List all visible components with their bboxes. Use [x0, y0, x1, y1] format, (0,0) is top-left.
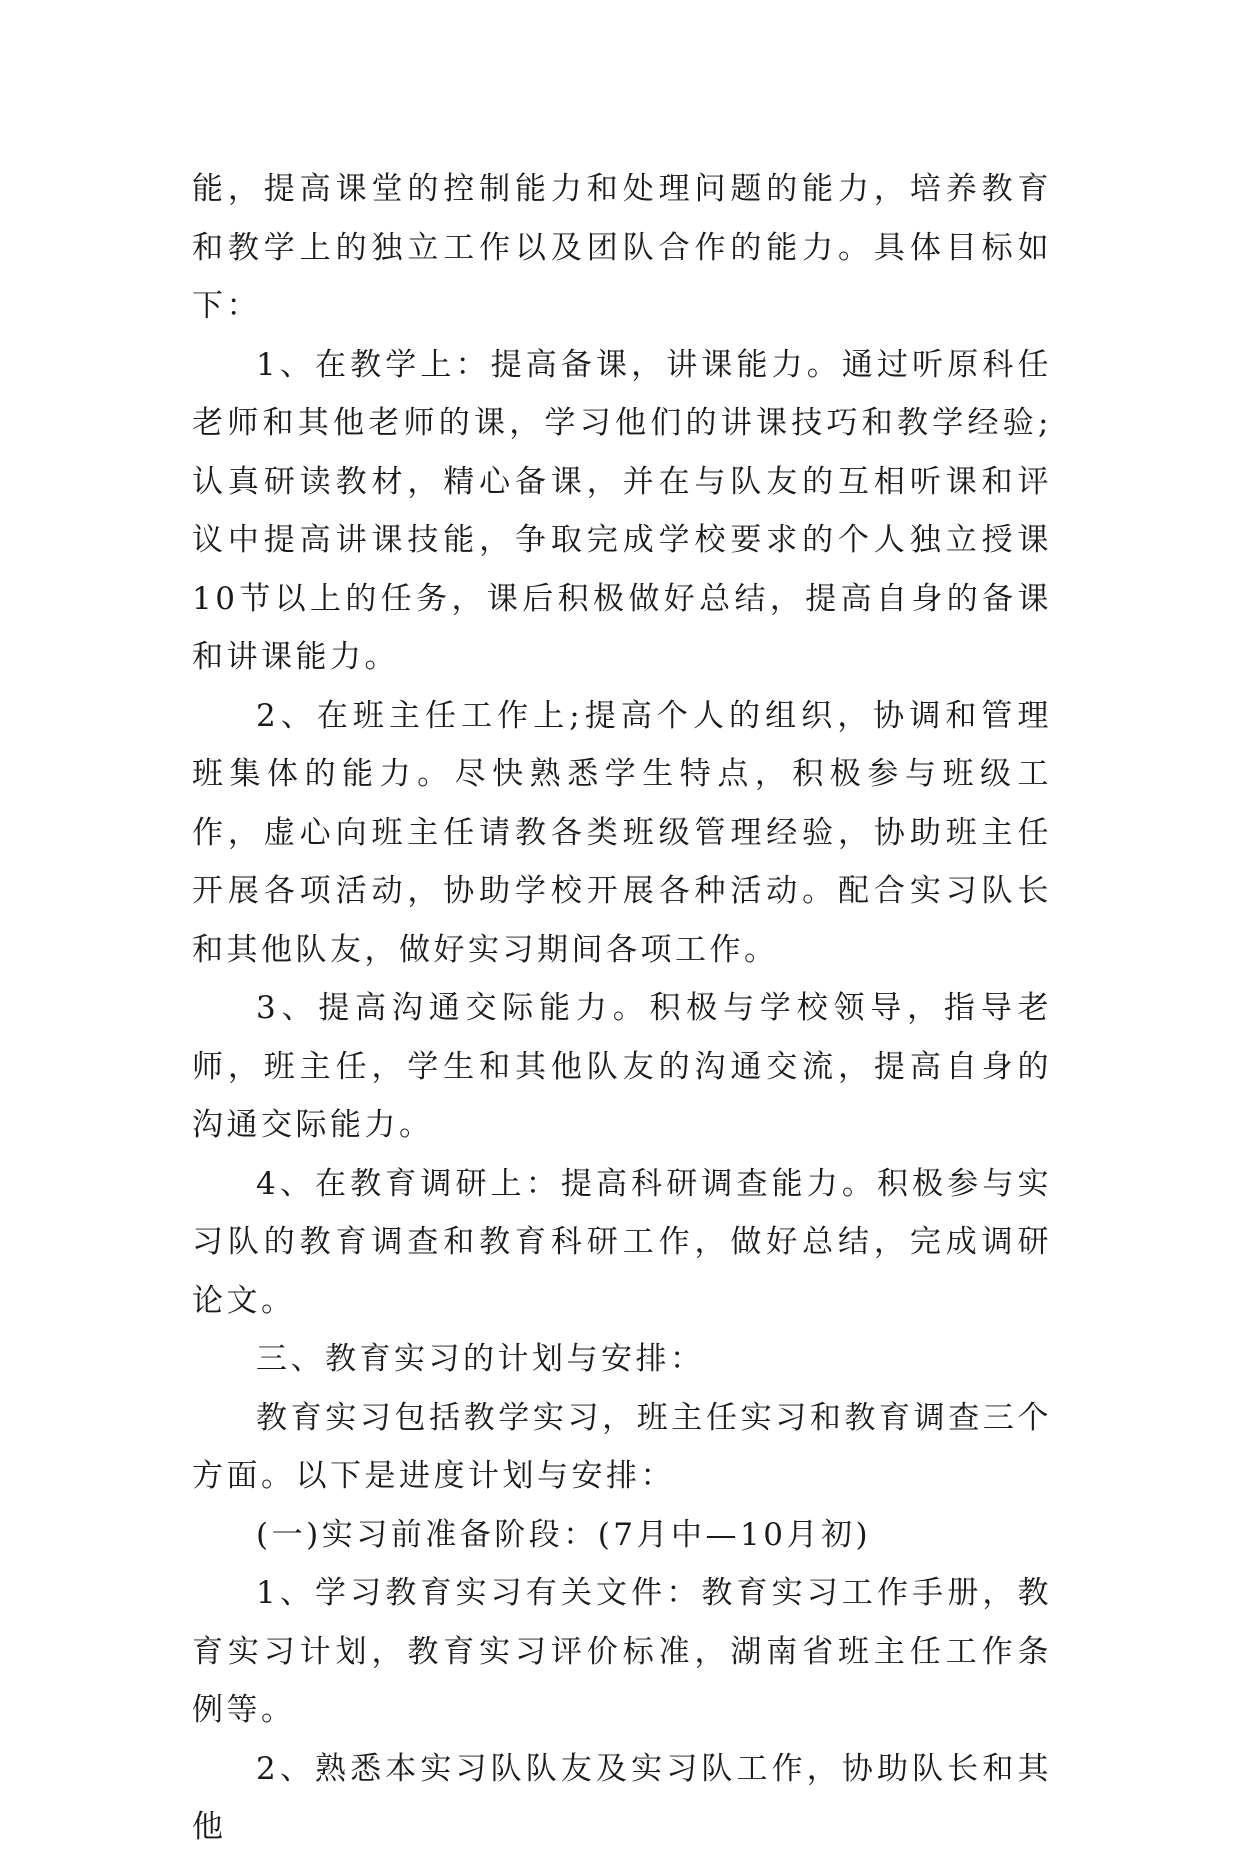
paragraph-goal-research: 4、在教育调研上：提高科研调查能力。积极参与实习队的教育调查和教育科研工作，做好总结，完成调研论文。	[192, 1165, 1052, 1319]
paragraph-goal-class-teacher: 2、在班主任工作上;提高个人的组织，协调和管理班集体的能力。尽快熟悉学生特点，积极参与班级工作，虚心向班主任请教各类班级管理经验，协助班主任开展各项活动，协助学校开展各种活动。配合实习队长和其他队友，做好实习期间各项工作。	[192, 697, 1052, 968]
paragraph-goal-communication: 3、提高沟通交际能力。积极与学校领导，指导老师，班主任，学生和其他队友的沟通交流，提高自身的沟通交际能力。	[192, 990, 1052, 1143]
paragraph-continuation: 能，提高课堂的控制能力和处理问题的能力，培养教育和教学上的独立工作以及团队合作的能力。具体目标如下：	[192, 171, 1052, 324]
paragraph-plan-intro: 教育实习包括教学实习，班主任实习和教育调查三个方面。以下是进度计划与安排：	[192, 1399, 1052, 1494]
paragraph-prep-item-2: 2、熟悉本实习队队友及实习队工作，协助队长和其他	[192, 1750, 1052, 1845]
paragraph-goal-teaching: 1、在教学上：提高备课，讲课能力。通过听原科任老师和其他老师的课，学习他们的讲课技巧和教学经验;认真研读教材，精心备课，并在与队友的互相听课和评议中提高讲课技能，争取完成学校要求的个人独立授课10节以上的任务，课后积极做好总结，提高自身的备课和讲课能力。	[192, 346, 1052, 675]
document-body	[192, 160, 1052, 1857]
section-heading-plan: 三、教育实习的计划与安排：	[256, 1341, 705, 1377]
paragraph-prep-item-1: 1、学习教育实习有关文件：教育实习工作手册，教育实习计划，教育实习评价标准，湖南省班主任工作条例等。	[192, 1575, 1052, 1728]
subsection-heading-preparation: (一)实习前准备阶段：(7月中—10月初)	[256, 1516, 872, 1553]
